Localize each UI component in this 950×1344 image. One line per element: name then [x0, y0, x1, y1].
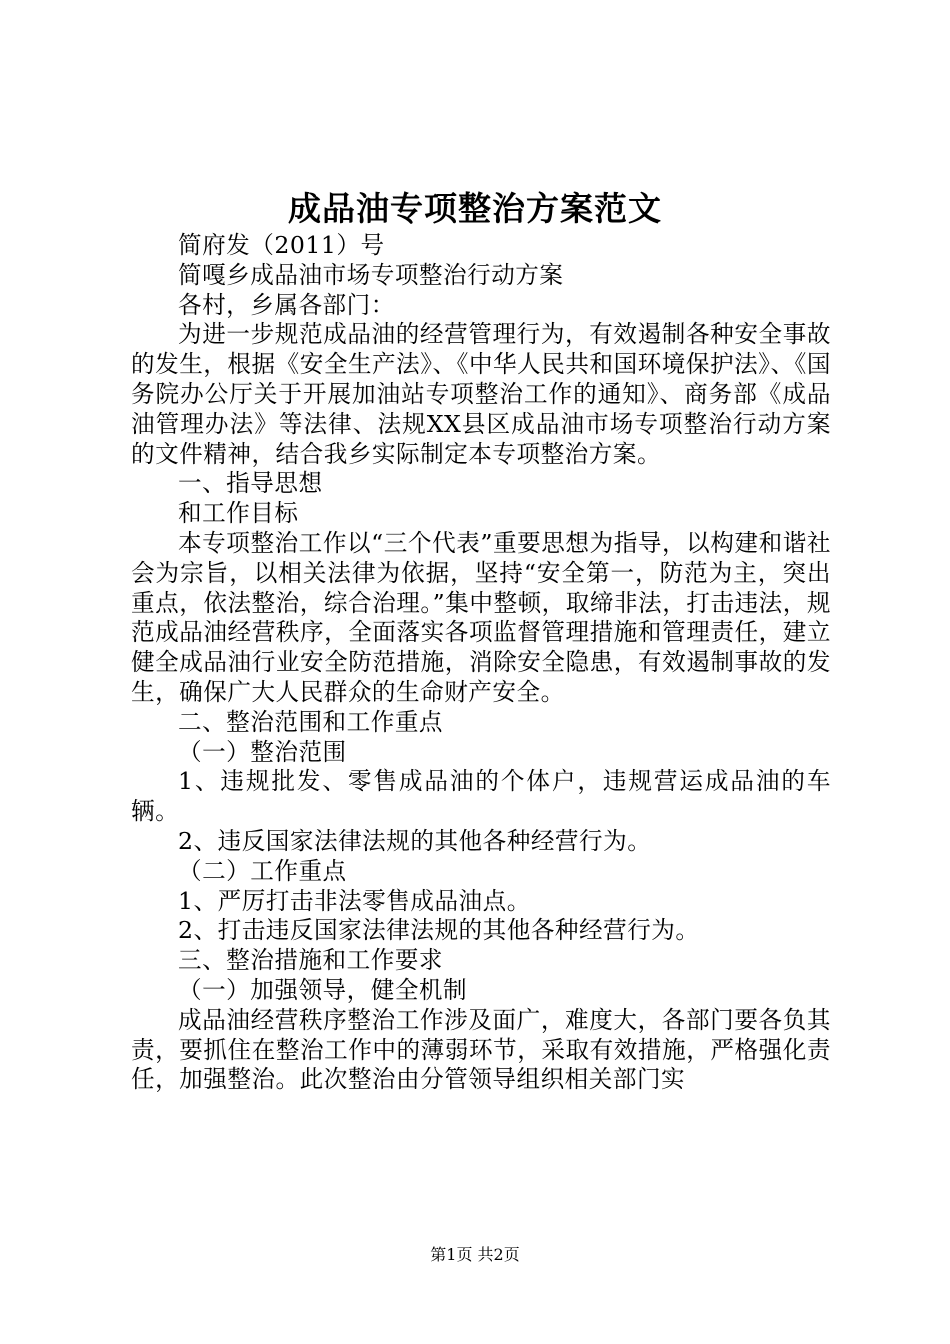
list-item-focus-2: 2、打击违反国家法律法规的其他各种经营行为。	[178, 916, 700, 945]
section-heading-1-cont: 和工作目标	[178, 499, 299, 528]
section-heading-2: 二、整治范围和工作重点	[178, 707, 444, 736]
document-title: 成品油专项整治方案范文	[288, 189, 662, 228]
document-body	[131, 231, 831, 1095]
list-item-focus-1: 1、严厉打击非法零售成品油点。	[178, 886, 531, 915]
page-number: 第1页 共2页	[430, 1245, 520, 1264]
paragraph-leadership: 成品油经营秩序整治工作涉及面广，难度大，各部门要各负其责，要抓住在整治工作中的薄弱环节，采取有效措施，严格强化责任，加强整治。此次整治由分管领导组织相关部门实	[131, 1005, 831, 1094]
subsection-heading-focus: （二）工作重点	[178, 856, 347, 885]
section-heading-1: 一、指导思想	[178, 469, 323, 498]
doc-salutation: 各村，乡属各部门：	[178, 290, 395, 319]
list-item-scope-2: 2、违反国家法律法规的其他各种经营行为。	[178, 826, 652, 855]
subsection-heading-scope: （一）整治范围	[178, 737, 347, 766]
paragraph-guiding: 本专项整治工作以“三个代表”重要思想为指导，以构建和谐社会为宗旨，以相关法律为依据，坚持“安全第一，防范为主，突出重点，依法整治，综合治理。”集中整顿，取缔非法，打击违法，规范成品油经营秩序，全面落实各项监督管理措施和管理责任，建立健全成品油行业安全防范措施，消除安全隐患，有效遏制事故的发生，确保广大人民群众的生命财产安全。	[131, 528, 831, 706]
doc-subtitle: 简嘎乡成品油市场专项整治行动方案	[178, 260, 564, 289]
section-heading-3: 三、整治措施和工作要求	[178, 946, 444, 975]
paragraph-intro: 为进一步规范成品油的经营管理行为，有效遏制各种安全事故的发生，根据《安全生产法》、《中华人民共和国环境保护法》、《国务院办公厅关于开展加油站专项整治工作的通知》、商务部《成品油管理办法》等法律、法规XX县区成品油市场专项整治行动方案的文件精神，结合我乡实际制定本专项整治方案。	[131, 320, 831, 468]
doc-number: 简府发（2011）号	[178, 231, 385, 259]
subsection-heading-leadership: （一）加强领导，健全机制	[178, 975, 468, 1004]
list-item-scope-1: 1、违规批发、零售成品油的个体户，违规营运成品油的车辆。	[131, 767, 831, 826]
